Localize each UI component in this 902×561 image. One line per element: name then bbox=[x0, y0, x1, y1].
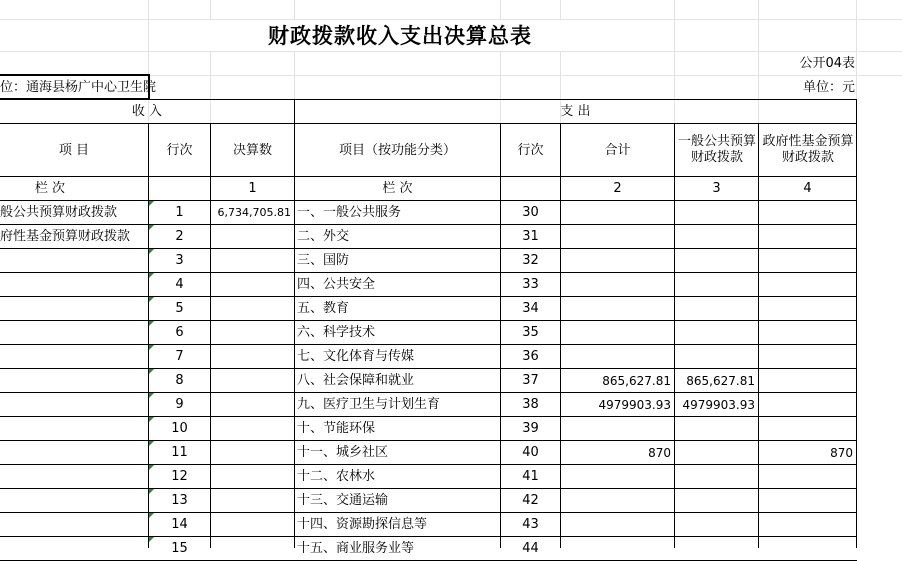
income-row-number[interactable]: 10 bbox=[171, 421, 188, 436]
income-row-header: 行次 bbox=[166, 142, 193, 158]
expense-general-cell[interactable] bbox=[675, 321, 758, 344]
number-as-text-indicator-icon bbox=[149, 201, 154, 206]
income-amount-cell[interactable] bbox=[211, 393, 294, 416]
expense-total-cell[interactable] bbox=[561, 417, 674, 440]
expense-row-number[interactable]: 34 bbox=[522, 301, 539, 316]
expense-fund-cell[interactable]: 870 bbox=[830, 445, 853, 460]
report-title: 财政拨款收入支出决算总表 bbox=[268, 23, 532, 48]
income-amount-cell[interactable] bbox=[211, 225, 294, 248]
income-amount-cell[interactable] bbox=[211, 297, 294, 320]
expense-total-cell[interactable] bbox=[561, 489, 674, 512]
expense-fund-header: 政府性基金预算财政拨款 bbox=[762, 133, 854, 165]
expense-row-number[interactable]: 40 bbox=[522, 445, 539, 460]
income-section-header: 收 入 bbox=[131, 104, 163, 119]
income-row-number[interactable]: 1 bbox=[175, 205, 184, 220]
expense-total-cell[interactable] bbox=[561, 273, 674, 296]
income-row-number[interactable]: 13 bbox=[171, 493, 188, 508]
number-as-text-indicator-icon bbox=[149, 513, 154, 518]
income-row-number[interactable]: 15 bbox=[171, 541, 188, 556]
income-amount-header: 决算数 bbox=[232, 142, 272, 158]
expense-item-cell[interactable]: 九、医疗卫生与计划生育 bbox=[297, 397, 441, 412]
expense-row-number[interactable]: 35 bbox=[522, 325, 539, 340]
expense-fund-cell[interactable] bbox=[759, 513, 856, 536]
expense-row-number[interactable]: 36 bbox=[522, 349, 539, 364]
income-item-header: 项 目 bbox=[58, 142, 90, 158]
expense-total-header: 合计 bbox=[604, 142, 631, 158]
number-as-text-indicator-icon bbox=[149, 225, 154, 230]
expense-general-cell[interactable] bbox=[675, 489, 758, 512]
expense-item-cell[interactable]: 六、科学技术 bbox=[297, 325, 376, 340]
expense-row-number[interactable]: 38 bbox=[522, 397, 539, 412]
expense-row-number[interactable]: 44 bbox=[522, 541, 539, 556]
expense-item-cell[interactable]: 十四、资源勘探信息等 bbox=[297, 517, 428, 532]
expense-item-header: 项目（按功能分类） bbox=[338, 142, 456, 158]
expense-row-number[interactable]: 42 bbox=[522, 493, 539, 508]
expense-fund-cell[interactable] bbox=[759, 249, 856, 272]
expense-fund-cell[interactable] bbox=[759, 465, 856, 488]
currency-unit: 单位：元 bbox=[802, 79, 855, 95]
expense-row-number[interactable]: 32 bbox=[522, 253, 539, 268]
expense-general-cell[interactable] bbox=[675, 537, 758, 560]
expense-item-cell[interactable]: 二、外交 bbox=[297, 229, 350, 244]
income-row-number[interactable]: 5 bbox=[175, 301, 184, 316]
expense-fund-cell[interactable] bbox=[759, 297, 856, 320]
expense-row-number[interactable]: 37 bbox=[522, 373, 539, 388]
income-row-number[interactable]: 7 bbox=[175, 349, 184, 364]
expense-fund-code: 4 bbox=[803, 181, 812, 196]
expense-total-cell[interactable] bbox=[561, 201, 674, 224]
expense-section-header: 支 出 bbox=[560, 104, 591, 119]
income-row-number[interactable]: 12 bbox=[171, 469, 188, 484]
income-amount-cell[interactable] bbox=[211, 273, 294, 296]
expense-fund-cell[interactable] bbox=[759, 345, 856, 368]
expense-general-code: 3 bbox=[712, 181, 721, 196]
expense-fund-cell[interactable] bbox=[759, 417, 856, 440]
expense-total-code: 2 bbox=[613, 181, 622, 196]
expense-general-cell[interactable]: 4979903.93 bbox=[682, 397, 755, 412]
number-as-text-indicator-icon bbox=[149, 417, 154, 422]
expense-total-cell[interactable] bbox=[561, 297, 674, 320]
income-amount-cell[interactable] bbox=[211, 465, 294, 488]
income-row-number[interactable]: 4 bbox=[175, 277, 184, 292]
income-row-number[interactable]: 14 bbox=[171, 517, 188, 532]
expense-row-number[interactable]: 43 bbox=[522, 517, 539, 532]
income-item-cell[interactable] bbox=[0, 465, 148, 488]
expense-fund-cell[interactable] bbox=[759, 537, 856, 560]
expense-code-label: 栏 次 bbox=[382, 181, 413, 196]
expense-total-cell[interactable]: 4979903.93 bbox=[598, 397, 671, 412]
expense-general-cell[interactable] bbox=[675, 201, 758, 224]
expense-fund-cell[interactable] bbox=[759, 369, 856, 392]
income-row-number[interactable]: 8 bbox=[175, 373, 184, 388]
income-item-cell[interactable] bbox=[0, 273, 148, 296]
expense-general-cell[interactable] bbox=[675, 465, 758, 488]
income-row-number[interactable]: 6 bbox=[175, 325, 184, 340]
expense-item-cell[interactable]: 三、国防 bbox=[297, 253, 350, 268]
expense-general-cell[interactable] bbox=[675, 345, 758, 368]
expense-item-cell[interactable]: 十二、农林水 bbox=[297, 469, 376, 484]
expense-item-cell[interactable]: 八、社会保障和就业 bbox=[297, 373, 415, 388]
expense-general-cell[interactable] bbox=[675, 513, 758, 536]
income-row-number[interactable]: 2 bbox=[175, 229, 184, 244]
expense-total-cell[interactable]: 870 bbox=[648, 445, 671, 460]
expense-row-number[interactable]: 31 bbox=[522, 229, 539, 244]
income-amount-cell[interactable] bbox=[211, 249, 294, 272]
expense-row-number[interactable]: 33 bbox=[522, 277, 539, 292]
expense-item-cell[interactable]: 七、文化体育与传媒 bbox=[297, 349, 415, 364]
income-item-cell[interactable] bbox=[0, 393, 148, 416]
expense-fund-cell[interactable] bbox=[759, 489, 856, 512]
income-item-cell[interactable] bbox=[0, 417, 148, 440]
expense-general-cell[interactable] bbox=[675, 441, 758, 464]
expense-general-cell[interactable] bbox=[675, 273, 758, 296]
income-code-label: 栏 次 bbox=[34, 181, 66, 196]
income-item-cell[interactable] bbox=[0, 321, 148, 344]
expense-total-cell[interactable] bbox=[561, 225, 674, 248]
expense-fund-cell[interactable] bbox=[759, 273, 856, 296]
expense-item-cell[interactable]: 十、节能环保 bbox=[297, 421, 376, 436]
expense-general-cell[interactable] bbox=[675, 297, 758, 320]
income-item-cell[interactable] bbox=[0, 489, 148, 512]
income-row-number[interactable]: 9 bbox=[175, 397, 184, 412]
expense-total-cell[interactable]: 865,627.81 bbox=[602, 373, 671, 388]
income-amount-cell[interactable] bbox=[211, 345, 294, 368]
income-item-cell[interactable] bbox=[0, 345, 148, 368]
number-as-text-indicator-icon bbox=[149, 441, 154, 446]
expense-item-cell[interactable]: 十三、交通运输 bbox=[297, 493, 389, 508]
expense-total-cell[interactable] bbox=[561, 537, 674, 560]
income-item-cell[interactable] bbox=[0, 369, 148, 392]
number-as-text-indicator-icon bbox=[149, 369, 154, 374]
expense-row-header: 行次 bbox=[517, 142, 544, 158]
income-item-cell[interactable]: 般公共预算财政拨款 bbox=[0, 205, 118, 220]
income-item-cell[interactable]: 府性基金预算财政拨款 bbox=[0, 229, 131, 244]
number-as-text-indicator-icon bbox=[149, 393, 154, 398]
income-amount-cell[interactable] bbox=[211, 321, 294, 344]
expense-row-number[interactable]: 41 bbox=[522, 469, 539, 484]
table-code: 公开04表 bbox=[799, 56, 855, 71]
expense-general-cell[interactable] bbox=[675, 225, 758, 248]
expense-fund-cell[interactable] bbox=[759, 201, 856, 224]
income-row-number[interactable]: 11 bbox=[171, 445, 188, 460]
expense-item-cell[interactable]: 十一、城乡社区 bbox=[297, 445, 389, 460]
expense-general-cell[interactable] bbox=[675, 417, 758, 440]
income-amount-cell[interactable] bbox=[211, 417, 294, 440]
selected-cell-outline[interactable] bbox=[0, 74, 150, 100]
expense-general-cell[interactable]: 865,627.81 bbox=[686, 373, 755, 388]
income-item-cell[interactable] bbox=[0, 513, 148, 536]
income-amount-cell[interactable]: 6,734,705.81 bbox=[217, 206, 291, 219]
expense-item-cell[interactable]: 五、教育 bbox=[297, 301, 350, 316]
expense-item-cell[interactable]: 十五、商业服务业等 bbox=[297, 541, 415, 556]
income-amount-cell[interactable] bbox=[211, 537, 294, 560]
number-as-text-indicator-icon bbox=[149, 489, 154, 494]
expense-item-cell[interactable]: 四、公共安全 bbox=[297, 277, 376, 292]
income-item-cell[interactable] bbox=[0, 249, 148, 272]
expense-total-cell[interactable] bbox=[561, 513, 674, 536]
income-item-cell[interactable] bbox=[0, 297, 148, 320]
expense-general-header: 一般公共预算财政拨款 bbox=[678, 133, 757, 165]
expense-total-cell[interactable] bbox=[561, 321, 674, 344]
unit-name: 位：通海县杨广中心卫生院 bbox=[0, 79, 157, 95]
number-as-text-indicator-icon bbox=[149, 537, 154, 542]
number-as-text-indicator-icon bbox=[149, 297, 154, 302]
income-amount-cell[interactable] bbox=[211, 369, 294, 392]
income-item-cell[interactable] bbox=[0, 441, 148, 464]
income-amount-cell[interactable] bbox=[211, 441, 294, 464]
expense-item-cell[interactable]: 一、一般公共服务 bbox=[297, 205, 402, 220]
income-row-number[interactable]: 3 bbox=[175, 253, 184, 268]
income-amount-cell[interactable] bbox=[211, 489, 294, 512]
number-as-text-indicator-icon bbox=[149, 345, 154, 350]
expense-fund-cell[interactable] bbox=[759, 225, 856, 248]
expense-total-cell[interactable] bbox=[561, 465, 674, 488]
number-as-text-indicator-icon bbox=[149, 321, 154, 326]
number-as-text-indicator-icon bbox=[149, 273, 154, 278]
income-amount-cell[interactable] bbox=[211, 513, 294, 536]
expense-total-cell[interactable] bbox=[561, 345, 674, 368]
number-as-text-indicator-icon bbox=[149, 249, 154, 254]
expense-fund-cell[interactable] bbox=[759, 393, 856, 416]
income-item-cell[interactable] bbox=[0, 537, 148, 560]
expense-row-number[interactable]: 39 bbox=[522, 421, 539, 436]
expense-general-cell[interactable] bbox=[675, 249, 758, 272]
expense-fund-cell[interactable] bbox=[759, 321, 856, 344]
income-amount-code: 1 bbox=[248, 181, 257, 196]
table-border bbox=[856, 99, 857, 548]
expense-total-cell[interactable] bbox=[561, 249, 674, 272]
expense-row-number[interactable]: 30 bbox=[522, 205, 539, 220]
number-as-text-indicator-icon bbox=[149, 465, 154, 470]
